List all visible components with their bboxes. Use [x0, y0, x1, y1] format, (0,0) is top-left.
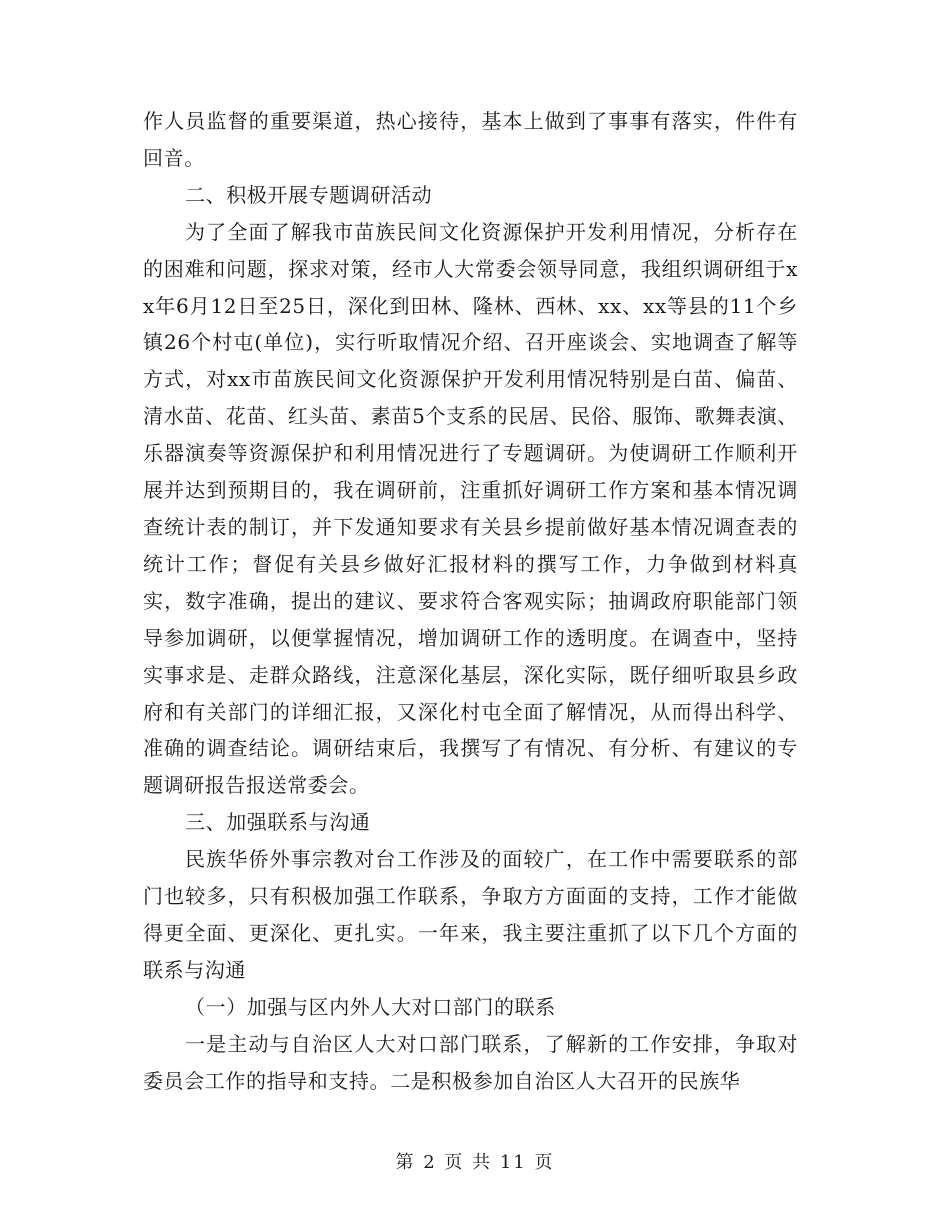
paragraph-1: 作人员监督的重要渠道，热心接待，基本上做到了事事有落实，件件有回音。	[143, 109, 798, 170]
subsection-heading-1: （一）加强与区内外人大对口部门的联系	[185, 994, 556, 1019]
section-heading-2: 二、积极开展专题调研活动	[185, 182, 433, 207]
document-body	[143, 103, 798, 1099]
paragraph-liaison: 民族华侨外事宗教对台工作涉及的面较广，在工作中需要联系的部门也较多，只有积极加强工作联系，争取方方面面的支持，工作才能做得更全面、更深化、更扎实。一年来，我主要注重抓了以下几个方面的联系与沟通	[143, 847, 798, 982]
section-heading-3: 三、加强联系与沟通	[185, 810, 371, 835]
paragraph-region: 一是主动与自治区人大对口部门联系，了解新的工作安排，争取对委员会工作的指导和支持。二是积极参加自治区人大召开的民族华	[143, 1031, 798, 1093]
page-number-footer: 第 2 页 共 11 页	[395, 1152, 555, 1173]
paragraph-research: 为了全面了解我市苗族民间文化资源保护开发利用情况，分析存在的困难和问题，探求对策，经市人大常委会领导同意，我组织调研组于xx年6月12日至25日，深化到田林、隆林、西林、xx、xx等县的11个乡镇26个村屯(单位)，实行听取情况介绍、召开座谈会、实地调查了解等方式，对xx市苗族民间文化资源保护开发利用情况特别是白苗、偏苗、清水苗、花苗、红头苗、素苗5个支系的民居、民俗、服饰、歌舞表演、乐器演奏等资源保护和利用情况进行了专题调研。为使调研工作顺利开展并达到预期目的，我在调研前，注重抓好调研工作方案和基本情况调查统计表的制订，并下发通知要求有关县乡提前做好基本情况调查表的统计工作；督促有关县乡做好汇报材料的撰写工作，力争做到材料真实，数字准确，提出的建议、要求符合客观实际；抽调政府职能部门领导参加调研，以便掌握情况，增加调研工作的透明度。在调查中，坚持实事求是、走群众路线，注意深化基层，深化实际，既仔细听取县乡政府和有关部门的详细汇报，又深化村屯全面了解情况，从而得出科学、准确的调查结论。调研结束后，我撰写了有情况、有分析、有建议的专题调研报告报送常委会。	[143, 219, 798, 798]
